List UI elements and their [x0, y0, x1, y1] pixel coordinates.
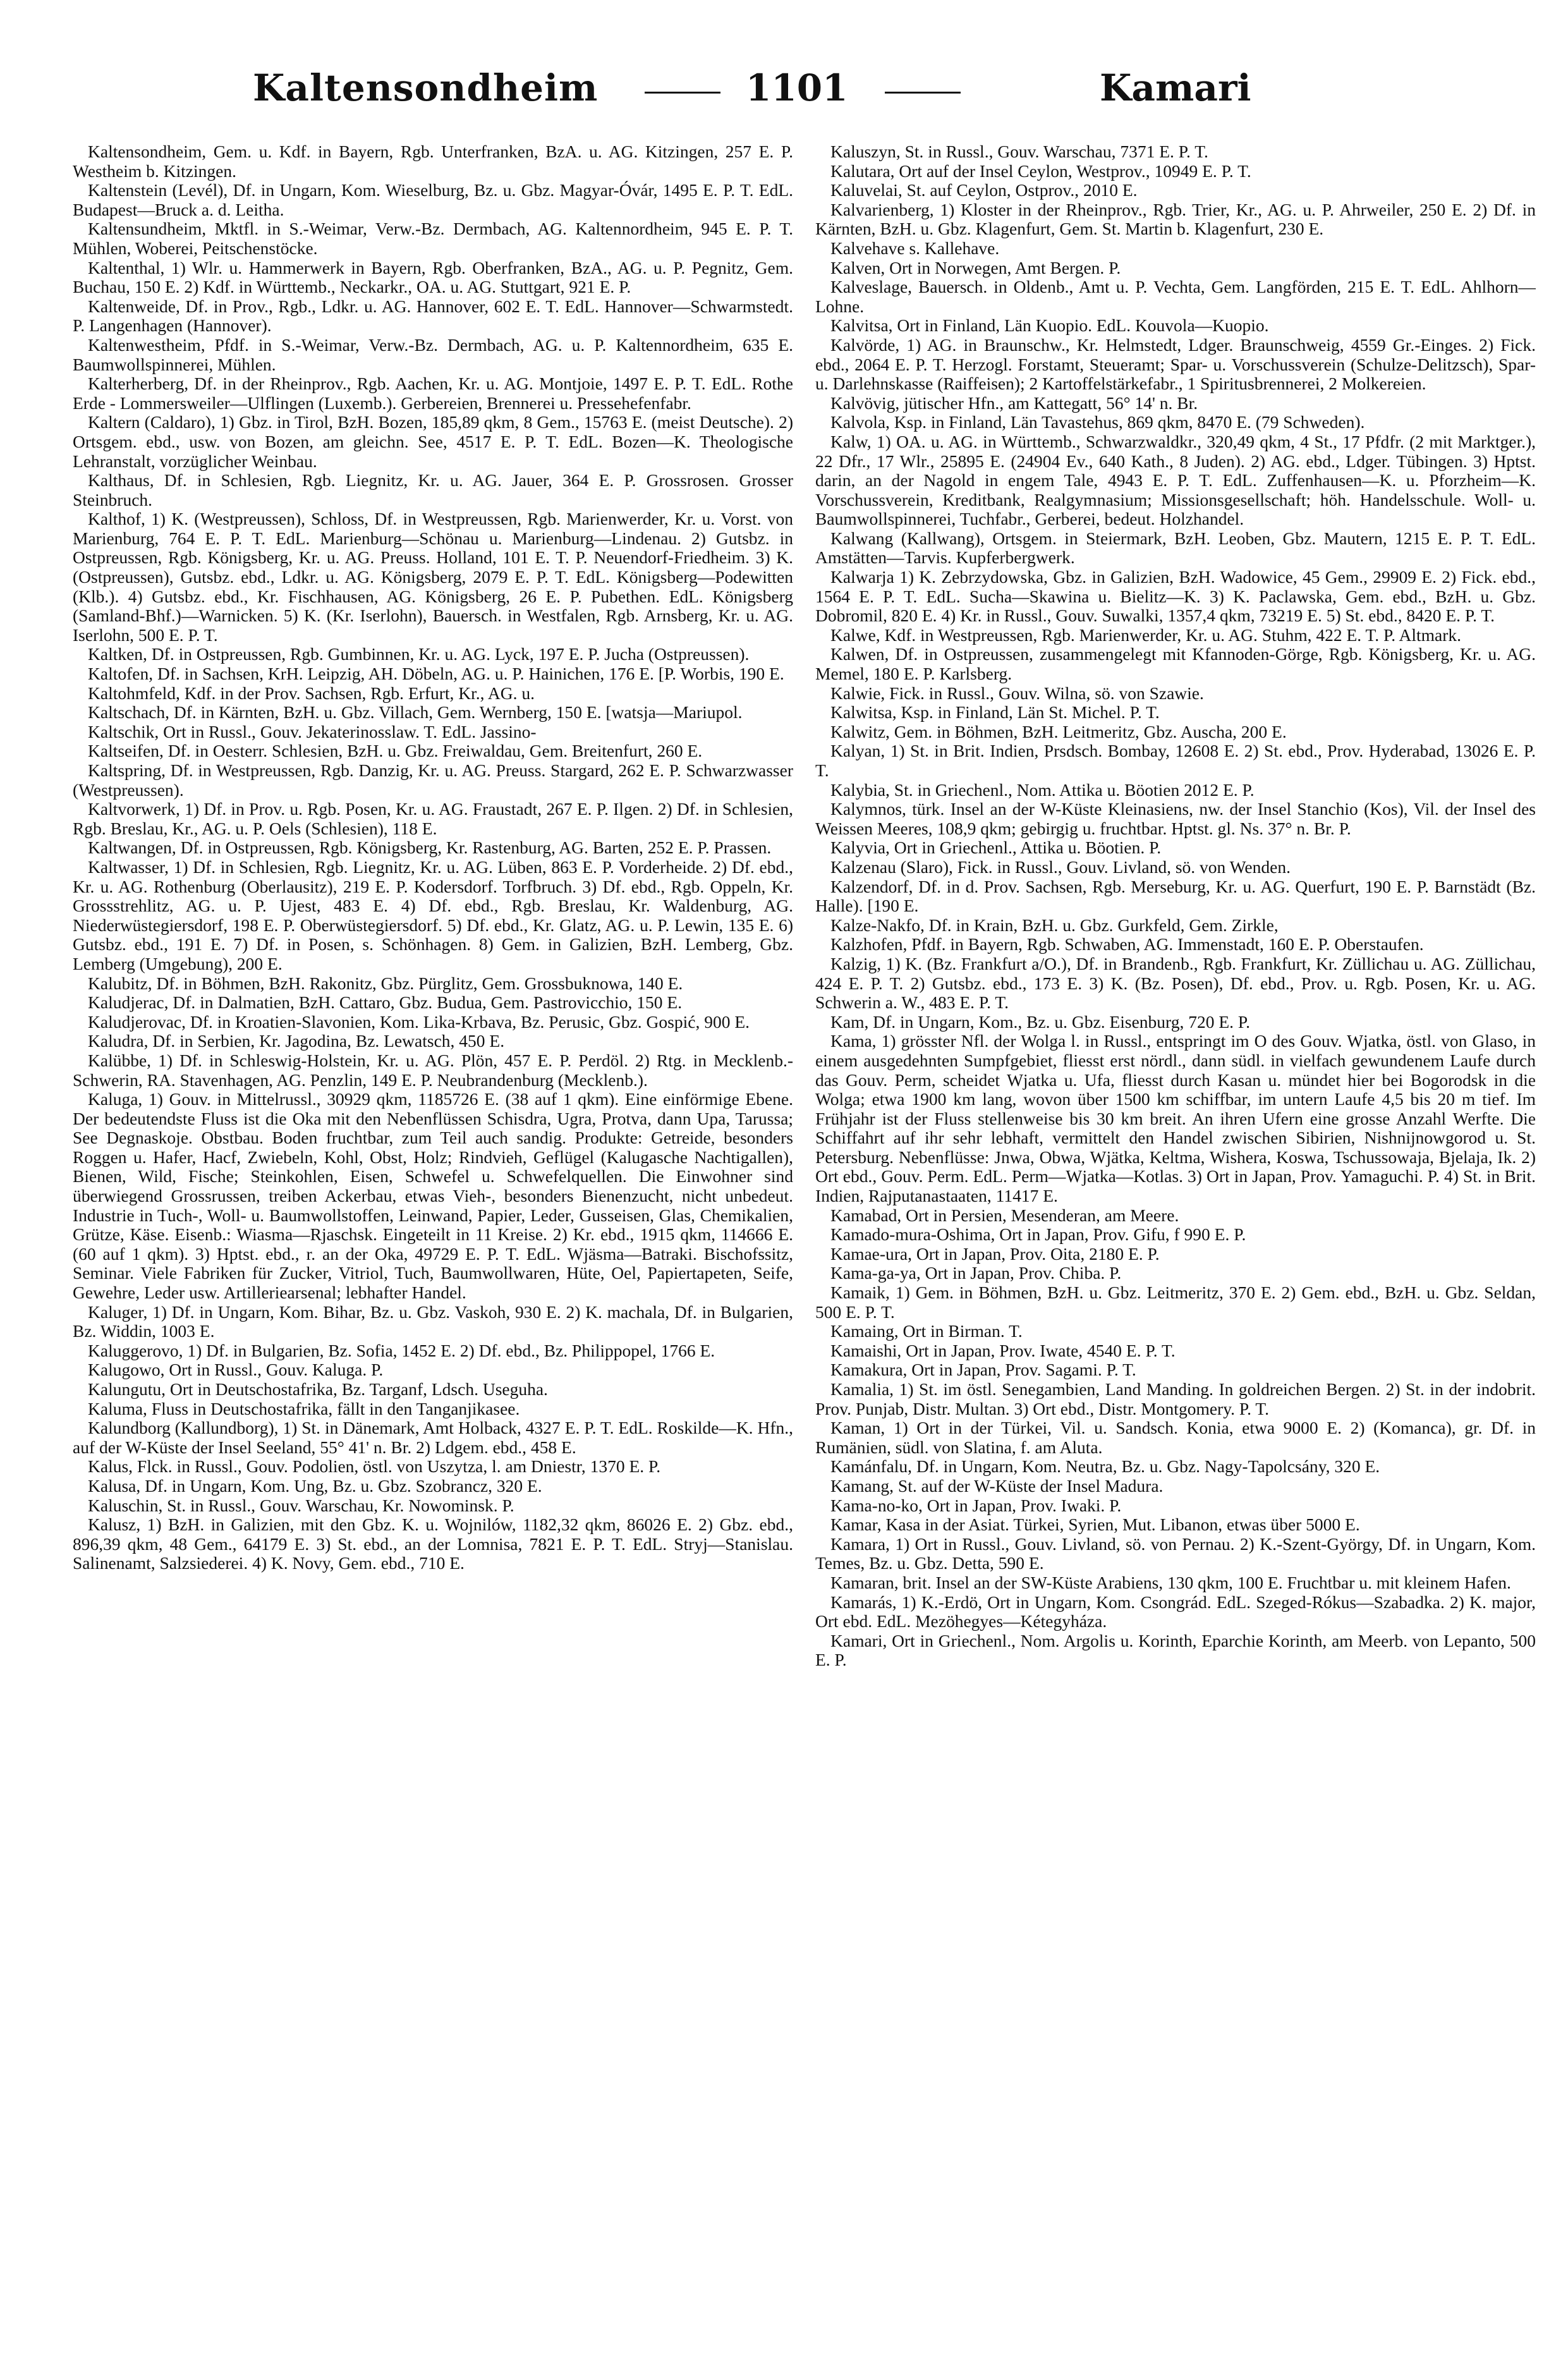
right-column [815, 142, 1536, 2317]
dictionary-entry: Kaltensundheim, Mktfl. in S.-Weimar, Verw.-Bz. Dermbach, AG. Kaltennordheim, 945 E. P. T. Mühlen, Woberei, Peitschenstöcke. [73, 219, 793, 258]
dictionary-entry: Kalymnos, türk. Insel an der W-Küste Kleinasiens, nw. der Insel Stanchio (Kos), Vil. der Insel des Weissen Meeres, 108,9 qkm; gebirgig u. fruchtbar. Hptst. gl. Ns. 37° n. Br. P. [815, 799, 1536, 838]
dictionary-entry: Kalutara, Ort auf der Insel Ceylon, Westprov., 10949 E. P. T. [830, 161, 1251, 181]
dictionary-entry: Kaluger, 1) Df. in Ungarn, Kom. Bihar, Bz. u. Gbz. Vaskoh, 930 E. 2) K. machala, Df. in Bulgarien, Bz. Widdin, 1003 E. [73, 1302, 793, 1341]
dictionary-entry: Kalwang (Kallwang), Ortsgem. in Steiermark, BzH. Leoben, Gbz. Mautern, 1215 E. P. T. EdL. Amstätten—Tarvis. Kupferbergwerk. [815, 528, 1536, 568]
dictionary-entry: Kaltken, Df. in Ostpreussen, Rgb. Gumbinnen, Kr. u. AG. Lyck, 197 E. P. Jucha (Ostpreussen). [88, 644, 750, 664]
dictionary-entry: Kaluma, Fluss in Deutschostafrika, fällt in den Tanganjikasee. [88, 1398, 520, 1418]
page-number: 1101 [746, 66, 848, 109]
header-right-word: Kamari [1100, 66, 1251, 109]
dictionary-entry: Kaltenstein (Levél), Df. in Ungarn, Kom. Wieselburg, Bz. u. Gbz. Magyar-Óvár, 1495 E. P. T. EdL. Budapest—Bruck a. d. Leitha. [73, 180, 793, 219]
dictionary-entry: Kaludjerac, Df. in Dalmatien, BzH. Cattaro, Gbz. Budua, Gem. Pastrovicchio, 150 E. [88, 992, 683, 1013]
dictionary-entry: Kalusz, 1) BzH. in Galizien, mit den Gbz. K. u. Wojnilów, 1182,32 qkm, 86026 E. 2) Gbz. ebd., 896,39 qkm, 48 Gem., 64179 E. 3) St. ebd., an der Lomnisa, 7821 E. P. T. EdL. Stryj—Stanislau. Salinenamt, Salzsiederei. 4) K. Novy, Gem. ebd., 710 E. [73, 1515, 793, 1573]
dictionary-entry: Kalterherberg, Df. in der Rheinprov., Rgb. Aachen, Kr. u. AG. Montjoie, 1497 E. P. T. EdL. Rothe Erde - Lommersweiler—Ulflingen (Luxemb.). Gerbereien, Brennerei u. Pressehefenfabr. [73, 374, 793, 413]
dictionary-entry: Kalybia, St. in Griechenl., Nom. Attika u. Böotien 2012 E. P. [830, 779, 1255, 800]
dictionary-entry: Kalyan, 1) St. in Brit. Indien, Prsdsch. Bombay, 12608 E. 2) St. ebd., Prov. Hyderabad, 13026 E. P. T. [815, 741, 1536, 780]
dictionary-entry: Kalven, Ort in Norwegen, Amt Bergen. P. [830, 257, 1121, 277]
dictionary-entry: Kalvehave s. Kallehave. [830, 238, 1000, 258]
dictionary-entry: Kalundborg (Kallundborg), 1) St. in Dänemark, Amt Holback, 4327 E. P. T. EdL. Roskilde—K. Hfn., auf der W-Küste der Insel Seeland, 55° 41' n. Br. 2) Ldgem. ebd., 458 E. [73, 1418, 793, 1457]
dictionary-entry: Kaltern (Caldaro), 1) Gbz. in Tirol, BzH. Bozen, 185,89 qkm, 8 Gem., 15763 E. (meist Deutsche). 2) Ortsgem. ebd., usw. von Bozen, am gleichn. See, 4517 E. P. T. EdL. Bozen—K. Theologische Lehranstalt, vorzüglicher Weinbau. [73, 412, 793, 471]
dictionary-entry: Kamar, Kasa in der Asiat. Türkei, Syrien, Mut. Libanon, etwas über 5000 E. [830, 1515, 1360, 1535]
dictionary-entry: Kalvövig, jütischer Hfn., am Kattegatt, 56° 14' n. Br. [830, 393, 1198, 413]
dictionary-entry: Kalthof, 1) K. (Westpreussen), Schloss, Df. in Westpreussen, Rgb. Marienwerder, Kr. u. Vorst. von Marienburg, 764 E. P. T. EdL. Marienburg—Schönau u. Marienburg—Lindenau. 2) Gutsbz. in Ostpreussen, Rgb. Königsberg, Kr. u. AG. Preuss. Holland, 101 E. T. P. Neuendorf-Friedheim. 3) K. (Ostpreussen), Gutsbz. ebd., Ldkr. u. AG. Königsberg, 2079 E. P. T. EdL. Königsberg—Podewitten (Klb.). 4) Gutsbz. ebd., Kr. Fischhausen, AG. Königsberg, 26 E. P. Pubethen. EdL. Königsberg (Samland-Bhf.)—Warnicken. 5) K. (Kr. Iserlohn), Bauersch. in Westfalen, Rgb. Arnsberg, Kr. u. AG. Iserlohn, 500 E. P. T. [73, 509, 793, 645]
dictionary-entry: Kalzhofen, Pfdf. in Bayern, Rgb. Schwaben, AG. Immenstadt, 160 E. P. Oberstaufen. [830, 934, 1424, 954]
dictionary-entry: Kamánfalu, Df. in Ungarn, Kom. Neutra, Bz. u. Gbz. Nagy-Tapolcsány, 320 E. [830, 1456, 1380, 1477]
dictionary-entry: Kalugowo, Ort in Russl., Gouv. Kaluga. P. [88, 1360, 384, 1380]
dictionary-entry: Kaltwasser, 1) Df. in Schlesien, Rgb. Liegnitz, Kr. u. AG. Lüben, 863 E. P. Vorderheide. 2) Df. ebd., Kr. u. AG. Rothenburg (Oberlausitz), 219 E. P. Kodersdorf. Torfbruch. 3) Df. ebd., Rgb. Oppeln, Kr. Grossstrehlitz, AG. u. P. Ujest, 483 E. 4) Df. ebd., Rgb. Breslau, Kr. Waldenburg, AG. Niederwüstegiersdorf, 198 E. P. Oberwüstegiersdorf. 5) Df. ebd., Kr. Glatz, AG. u. P. Lewin, 135 E. 6) Gutsbz. ebd., 191 E. 7) Df. in Posen, s. Schönhagen. 8) Gem. in Galizien, BzH. Lemberg, Gbz. Lemberg (Umgebung), 200 E. [73, 857, 793, 973]
dictionary-entry: Kalzenau (Slaro), Fick. in Russl., Gouv. Livland, sö. von Wenden. [830, 857, 1291, 877]
dictionary-entry: Kaltenweide, Df. in Prov., Rgb., Ldkr. u. AG. Hannover, 602 E. T. EdL. Hannover—Schwarmstedt. P. Langenhagen (Hannover). [73, 296, 793, 336]
dictionary-entry: Kamae-ura, Ort in Japan, Prov. Oita, 2180 E. P. [830, 1243, 1160, 1264]
dictionary-entry: Kaltwangen, Df. in Ostpreussen, Rgb. Königsberg, Kr. Rastenburg, AG. Barten, 252 E. P. Prassen. [88, 838, 772, 858]
dictionary-entry: Kamaing, Ort in Birman. T. [830, 1321, 1023, 1341]
header-dash-left [645, 92, 720, 94]
dictionary-entry: Kaltvorwerk, 1) Df. in Prov. u. Rgb. Posen, Kr. u. AG. Fraustadt, 267 E. P. Ilgen. 2) Df. in Schlesien, Rgb. Breslau, Kr., AG. u. P. Oels (Schlesien), 118 E. [73, 799, 793, 838]
dictionary-entry: Kalwen, Df. in Ostpreussen, zusammengelegt mit Kfannoden-Görge, Rgb. Königsberg, Kr. u. AG. Memel, 180 E. P. Karlsberg. [815, 644, 1536, 684]
dictionary-entry: Kaltseifen, Df. in Oesterr. Schlesien, BzH. u. Gbz. Freiwaldau, Gem. Breitenfurt, 260 E. [88, 741, 703, 761]
dictionary-entry: Kamaishi, Ort in Japan, Prov. Iwate, 4540 E. P. T. [830, 1340, 1176, 1360]
dictionary-entry: Kamakura, Ort in Japan, Prov. Sagami. P. T. [830, 1360, 1136, 1380]
dictionary-entry: Kalvola, Ksp. in Finland, Län Tavastehus, 869 qkm, 8470 E. (79 Schweden). [830, 412, 1365, 432]
dictionary-entry: Kalveslage, Bauersch. in Oldenb., Amt u. P. Vechta, Gem. Langförden, 215 E. T. EdL. Ahlhorn—Lohne. [815, 277, 1536, 316]
dictionary-entry: Kaluvelai, St. auf Ceylon, Ostprov., 2010 E. [830, 180, 1138, 200]
dictionary-entry: Kama-ga-ya, Ort in Japan, Prov. Chiba. P. [830, 1263, 1122, 1283]
dictionary-entry: Kalvitsa, Ort in Finland, Län Kuopio. EdL. Kouvola—Kuopio. [830, 315, 1269, 336]
dictionary-entry: Kaltspring, Df. in Westpreussen, Rgb. Danzig, Kr. u. AG. Preuss. Stargard, 262 E. P. Schwarzwasser (Westpreussen). [73, 760, 793, 800]
dictionary-entry: Kaluszyn, St. in Russl., Gouv. Warschau, 7371 E. P. T. [830, 142, 1208, 161]
dictionary-entry: Kalvörde, 1) AG. in Braunschw., Kr. Helmstedt, Ldger. Braunschweig, 4559 Gr.-Einges. 2) Fick. ebd., 2064 E. P. T. Herzogl. Forstamt, Steueramt; Spar- u. Vorschussverein (Schulze-Delitzsch), Spar- u. Darlehnskasse (Raiffeisen); 2 Kartoffelstärkefabr., 1 Spiritusbrennerei, 2 Molkereien. [815, 334, 1536, 394]
dictionary-entry: Kalwie, Fick. in Russl., Gouv. Wilna, sö. von Szawie. [830, 683, 1204, 703]
dictionary-entry: Kamari, Ort in Griechenl., Nom. Argolis u. Korinth, Eparchie Korinth, am Meerb. von Lepanto, 500 E. P. [815, 1630, 1536, 1670]
dictionary-entry: Kamalia, 1) St. im östl. Senegambien, Land Manding. In goldreichen Bergen. 2) St. in der indobrit. Prov. Punjab, Distr. Multan. 3) Ort ebd., Distr. Montgomery. P. T. [815, 1379, 1536, 1418]
dictionary-entry: Kamang, St. auf der W-Küste der Insel Madura. [830, 1475, 1164, 1496]
page-header [253, 66, 1327, 130]
dictionary-entry: Kaluga, 1) Gouv. in Mittelrussl., 30929 qkm, 1185726 E. (38 auf 1 qkm). Eine einförmige Ebene. Der bedeutendste Fluss ist die Oka mit den Nebenflüssen Schisdra, Ugra, Protva, dann Upa, Tarussa; See Degnaskoje. Obstbau. Boden fruchtbar, zum Teil auch sandig. Produkte: Getreide, besonders Roggen u. Hafer, Hacf, Zwiebeln, Kohl, Obst, Holz; Rindvieh, Geflügel (Kalugasche Nachtigallen), Bienen, Wild, Fische; Steinkohlen, Eisen, Schwefel u. Schwefelquellen. Die Einwohner sind überwiegend Grossrussen, treiben Ackerbau, etwas Vieh-, besonders Bienenzucht, nicht unbedeut. Industrie in Tuch-, Woll- u. Baumwollstoffen, Leinwand, Papier, Leder, Gusseisen, Glas, Chemikalien, Grütze, Käse. Eisenb.: Wiasma—Rjaschsk. Eingeteilt in 11 Kreise. 2) Kr. ebd., 1915 qkm, 114666 E. (60 auf 1 qkm). 3) Hptst. ebd., r. an der Oka, 49729 E. P. T. EdL. Wjäsma—Batraki. Bischofssitz, Seminar. Viele Fabriken für Zucker, Vitriol, Tuch, Baumwollwaren, Hüte, Oel, Papiertapeten, Seife, Gewehre, Leder usw. Artilleriearsenal; lebhafter Handel. [73, 1089, 793, 1303]
dictionary-entry: Kaman, 1) Ort in der Türkei, Vil. u. Sandsch. Konia, etwa 9000 E. 2) (Komanca), gr. Df. in Rumänien, südl. von Slatina, f. am Aluta. [815, 1418, 1536, 1457]
dictionary-entry: Kaltschik, Ort in Russl., Gouv. Jekaterinosslaw. T. EdL. Jassino- [88, 721, 537, 741]
dictionary-entry: Kalungutu, Ort in Deutschostafrika, Bz. Targanf, Ldsch. Useguha. [88, 1379, 548, 1399]
dictionary-entry: Kalubitz, Df. in Böhmen, BzH. Rakonitz, Gbz. Pürglitz, Gem. Grossbuknowa, 140 E. [88, 973, 683, 993]
dictionary-entry: Kaltofen, Df. in Sachsen, KrH. Leipzig, AH. Döbeln, AG. u. P. Hainichen, 176 E. [P. Worbis, 190 E. [88, 664, 784, 684]
header-left-word: Kaltensondheim [253, 66, 599, 109]
dictionary-entry: Kalyvia, Ort in Griechenl., Attika u. Böotien. P. [830, 838, 1162, 858]
dictionary-entry: Kamara, 1) Ort in Russl., Gouv. Livland, sö. von Pernau. 2) K.-Szent-György, Df. in Ungarn, Kom. Temes, Bz. u. Gbz. Detta, 590 E. [815, 1534, 1536, 1573]
dictionary-entry: Kama-no-ko, Ort in Japan, Prov. Iwaki. P. [830, 1495, 1122, 1515]
dictionary-entry: Kalwe, Kdf. in Westpreussen, Rgb. Marienwerder, Kr. u. AG. Stuhm, 422 E. T. P. Altmark. [830, 625, 1462, 645]
dictionary-entry: Kaltohmfeld, Kdf. in der Prov. Sachsen, Rgb. Erfurt, Kr., AG. u. [88, 683, 535, 703]
dictionary-entry: Kaludjerovac, Df. in Kroatien-Slavonien, Kom. Lika-Krbava, Bz. Perusic, Gbz. Gospić, 900 E. [88, 1011, 750, 1032]
dictionary-entry: Kama, 1) grösster Nfl. der Wolga l. in Russl., entspringt im O des Gouv. Wjatka, östl. von Glaso, in einem ausgedehnten Sumpfgebiet, fliesst erst nördl., dann südl. in vielfach gewundenem Laufe durch das Gouv. Perm, scheidet Wjatka u. Ufa, fliesst durch Kasan u. mündet hier bei Bogorodsk in die Wolga; etwa 1900 km lang, wovon über 1500 km schiffbar, im untern Laufe 4,5 bis 20 m tief. Im Frühjahr ist der Fluss stellenweise bis 30 km breit. An ihren Ufern eine grosse Anzahl Werfte. Die Schiffahrt auf ihr sehr lebhaft, vermittelt den Handel zwischen Sibirien, Nishnijnowgorod u. St. Petersburg. Nebenflüsse: Jnwa, Obwa, Wjätka, Keltma, Wishera, Koswa, Tschussowaja, Bjelaja, Ik. 2) Ort ebd., Gouv. Perm. EdL. Perm—Wjatka—Kotlas. 3) Ort in Japan, Prov. Yamaguchi. P. 4) St. in Brit. Indien, Rajputanastaaten, 11417 E. [815, 1031, 1536, 1206]
dictionary-entry: Kalze-Nakfo, Df. in Krain, BzH. u. Gbz. Gurkfeld, Gem. Zirkle, [830, 915, 1279, 935]
dictionary-entry: Kalübbe, 1) Df. in Schleswig-Holstein, Kr. u. AG. Plön, 457 E. P. Perdöl. 2) Rtg. in Mecklenb.-Schwerin, RA. Stavenhagen, AG. Penzlin, 149 E. P. Neubrandenburg (Mecklenb.). [73, 1050, 793, 1090]
left-column [73, 142, 793, 2317]
dictionary-entry: Kamaran, brit. Insel an der SW-Küste Arabiens, 130 qkm, 100 E. Fruchtbar u. mit kleinem Hafen. [830, 1572, 1511, 1592]
dictionary-entry: Kalus, Flck. in Russl., Gouv. Podolien, östl. von Uszytza, l. am Dniestr, 1370 E. P. [88, 1456, 661, 1477]
dictionary-entry: Kaltensondheim, Gem. u. Kdf. in Bayern, Rgb. Unterfranken, BzA. u. AG. Kitzingen, 257 E. P. Westheim b. Kitzingen. [73, 142, 793, 181]
dictionary-entry: Kamado-mura-Oshima, Ort in Japan, Prov. Gifu, f 990 E. P. [830, 1224, 1246, 1245]
dictionary-entry: Kamaik, 1) Gem. in Böhmen, BzH. u. Gbz. Leitmeritz, 370 E. 2) Gem. ebd., BzH. u. Gbz. Seldan, 500 E. P. T. [815, 1283, 1536, 1322]
dictionary-entry: Kaluschin, St. in Russl., Gouv. Warschau, Kr. Nowominsk. P. [88, 1495, 514, 1515]
dictionary-entry: Kamabad, Ort in Persien, Mesenderan, am Meere. [830, 1205, 1179, 1225]
dictionary-entry: Kaluggerovo, 1) Df. in Bulgarien, Bz. Sofia, 1452 E. 2) Df. ebd., Bz. Philippopel, 1766 E. [88, 1340, 715, 1360]
dictionary-entry: Kaltenthal, 1) Wlr. u. Hammerwerk in Bayern, Rgb. Oberfranken, BzA., AG. u. P. Pegnitz, Gem. Buchau, 150 E. 2) Kdf. in Württemb., Neckarkr., OA. u. AG. Stuttgart, 921 E. P. [73, 257, 793, 297]
dictionary-entry: Kalzig, 1) K. (Bz. Frankfurt a/O.), Df. in Brandenb., Rgb. Frankfurt, Kr. Züllichau u. AG. Züllichau, 424 E. P. T. 2) Gutsbz. ebd., 173 E. 3) K. (Bz. Posen), Df. ebd., Prov. u. Rgb. Posen, Kr. u. AG. Schwerin a. W., 483 E. P. T. [815, 953, 1536, 1013]
dictionary-entry: Kalvarienberg, 1) Kloster in der Rheinprov., Rgb. Trier, Kr., AG. u. P. Ahrweiler, 250 E. 2) Df. in Kärnten, BzH. u. Gbz. Klagenfurt, Gem. St. Martin b. Klagenfurt, 230 E. [815, 199, 1536, 239]
dictionary-entry: Kalthaus, Df. in Schlesien, Rgb. Liegnitz, Kr. u. AG. Jauer, 364 E. P. Grossrosen. Grosser Steinbruch. [73, 470, 793, 509]
dictionary-entry: Kalwarja 1) K. Zebrzydowska, Gbz. in Galizien, BzH. Wadowice, 45 Gem., 29909 E. 2) Fick. ebd., 1564 E. P. T. EdL. Sucha—Skawina u. Bielitz—K. 3) K. Paclawska, Gem. ebd., BzH. u. Gbz. Dobromil, 820 E. 4) Kr. in Russl., Gouv. Suwalki, 1357,4 qkm, 73219 E. 5) St. ebd., 8420 E. P. T. [815, 567, 1536, 626]
dictionary-entry: Kaludra, Df. in Serbien, Kr. Jagodina, Bz. Lewatsch, 450 E. [88, 1031, 505, 1051]
header-dash-right [885, 92, 961, 94]
dictionary-entry: Kalwitsa, Ksp. in Finland, Län St. Michel. P. T. [830, 702, 1160, 723]
dictionary-entry: Kalzendorf, Df. in d. Prov. Sachsen, Rgb. Merseburg, Kr. u. AG. Querfurt, 190 E. P. Barnstädt (Bz. Halle). [190 E. [815, 876, 1536, 916]
dictionary-entry: Kamarás, 1) K.-Erdö, Ort in Ungarn, Kom. Csongrád. EdL. Szeged-Rókus—Szabadka. 2) K. major, Ort ebd. EdL. Mezöhegyes—Kétegyháza. [815, 1592, 1536, 1631]
dictionary-entry: Kaltschach, Df. in Kärnten, BzH. u. Gbz. Villach, Gem. Wernberg, 150 E. [watsja—Mariupol. [88, 702, 743, 723]
dictionary-entry: Kaltenwestheim, Pfdf. in S.-Weimar, Verw.-Bz. Dermbach, AG. u. P. Kaltennordheim, 635 E. Baumwollspinnerei, Mühlen. [73, 334, 793, 374]
dictionary-entry: Kalw, 1) OA. u. AG. in Württemb., Schwarzwaldkr., 320,49 qkm, 4 St., 17 Pfdfr. (2 mit Marktger.), 22 Dfr., 17 Wlr., 25895 E. (24904 Ev., 640 Kath., 8 Juden). 2) AG. ebd., Ldger. Tübingen. 3) Hptst. darin, an der Nagold in engem Tale, 4943 E. P. T. EdL. Zuffenhausen—K. u. Pforzheim—K. Vorschussverein, Kreditbank, Realgymnasium; Missionsgesellschaft; höh. Handelsschule. Woll- u. Baumwollspinnerei, Tuchfabr., Gerberei, bedeut. Holzhandel. [815, 431, 1536, 529]
dictionary-entry: Kalwitz, Gem. in Böhmen, BzH. Leitmeritz, Gbz. Auscha, 200 E. [830, 721, 1287, 741]
dictionary-entry: Kam, Df. in Ungarn, Kom., Bz. u. Gbz. Eisenburg, 720 E. P. [830, 1011, 1251, 1032]
dictionary-entry: Kalusa, Df. in Ungarn, Kom. Ung, Bz. u. Gbz. Szobrancz, 320 E. [88, 1475, 542, 1496]
